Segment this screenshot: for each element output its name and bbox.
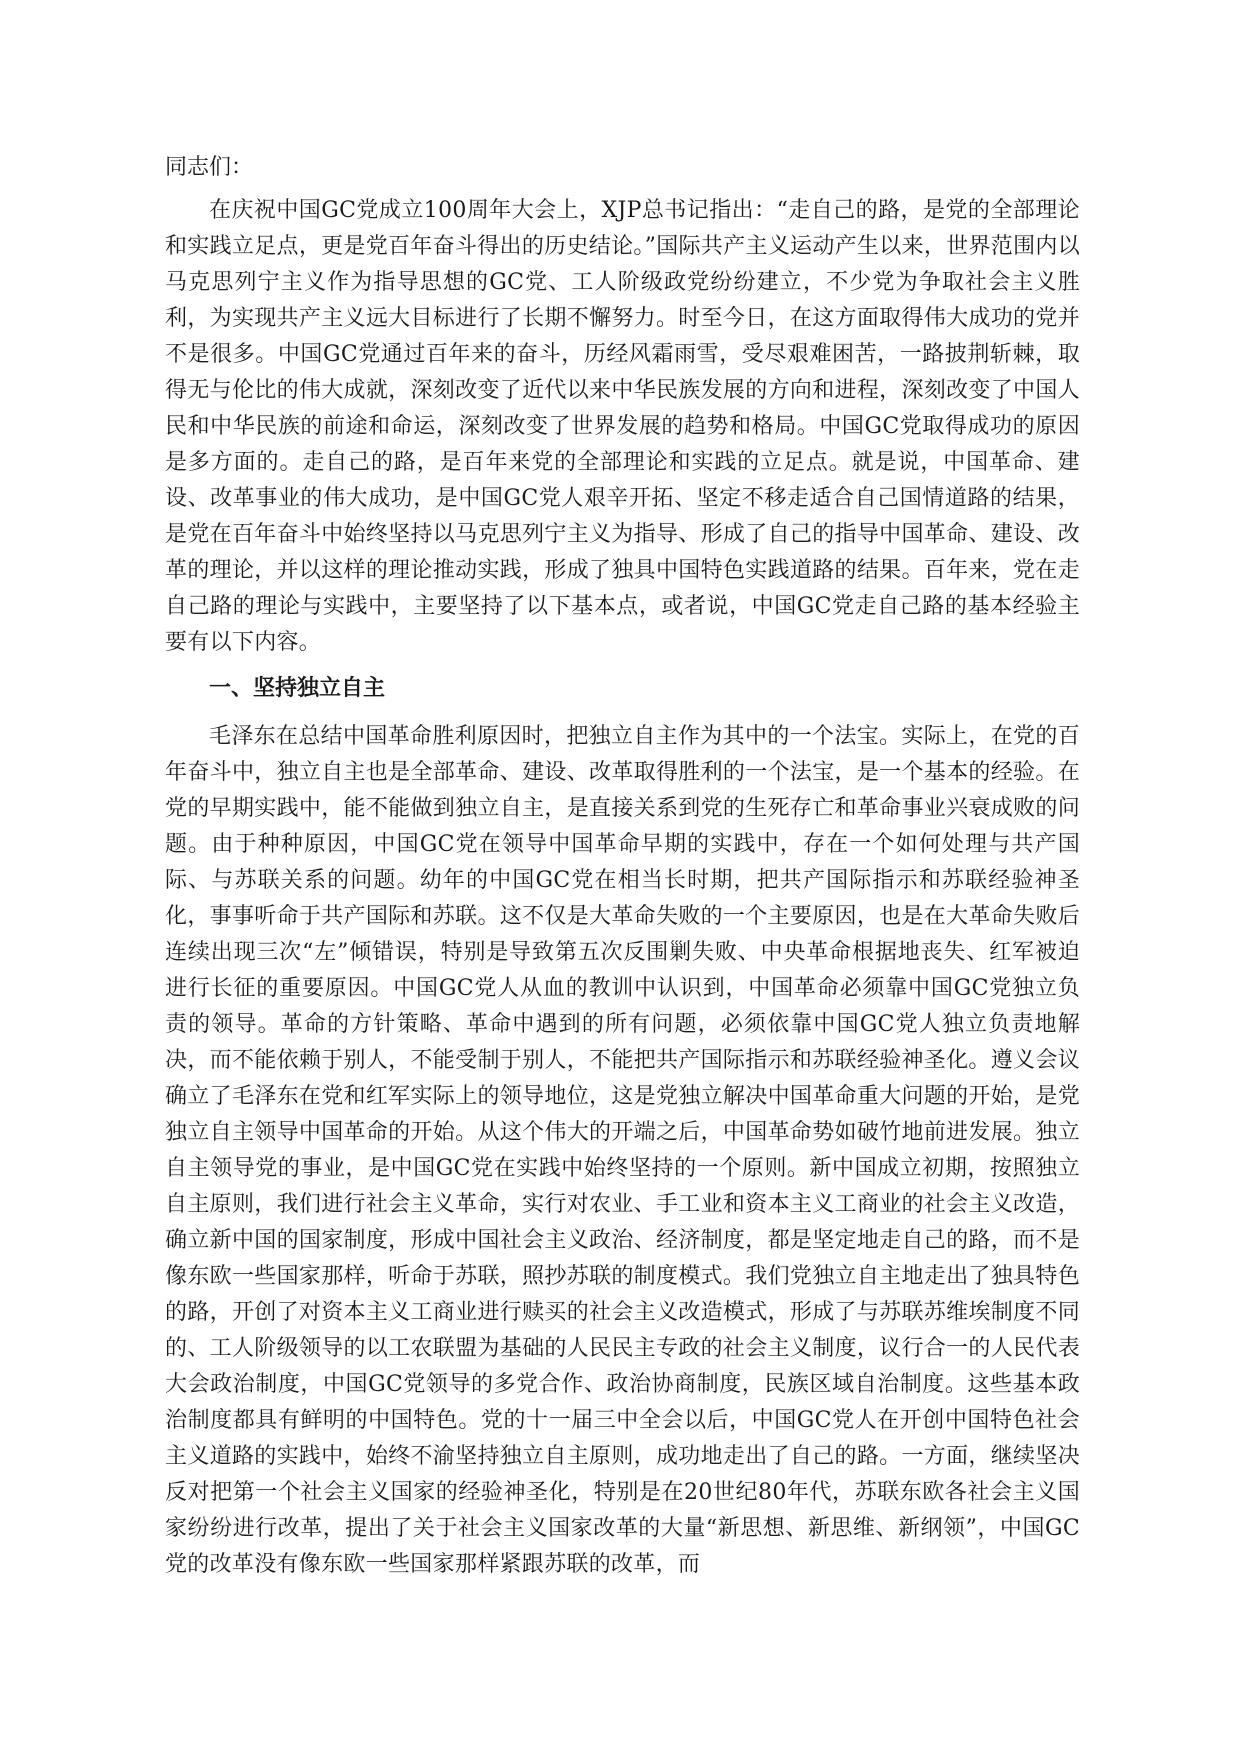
section-heading-independence: 一、坚持独立自主 xyxy=(209,676,386,701)
paragraph-intro: 在庆祝中国GC党成立100周年大会上，XJP总书记指出：“走自己的路，是党的全部理论和实践立足点，更是党百年奋斗得出的历史结论。”国际共产主义运动产生以来，世界范围内以马克思列宁主义作为指导思想的GC党、工人阶级政党纷纷建立，不少党为争取社会主义胜利，为实现共产主义远大目标进行了长期不懈努力。时至今日，在这方面取得伟大成功的党并不是很多。中国GC党通过百年来的奋斗，历经风霜雨雪，受尽艰难困苦，一路披荆斩棘，取得无与伦比的伟大成就，深刻改变了近代以来中华民族发展的方向和进程，深刻改变了中国人民和中华民族的前途和命运，深刻改变了世界发展的趋势和格局。中国GC党取得成功的原因是多方面的。走自己的路，是百年来党的全部理论和实践的立足点。就是说，中国革命、建设、改革事业的伟大成功，是中国GC党人艰辛开拓、坚定不移走适合自己国情道路的结果，是党在百年奋斗中始终坚持以马克思列宁主义为指导、形成了自己的指导中国革命、建设、改革的理论，并以这样的理论推动实践，形成了独具中国特色实践道路的结果。百年来，党在走自己路的理论与实践中，主要坚持了以下基本点，或者说，中国GC党走自己路的基本经验主要有以下内容。 xyxy=(165,198,1080,655)
greeting: 同志们： xyxy=(165,155,254,180)
paragraph-independence: 毛泽东在总结中国革命胜利原因时，把独立自主作为其中的一个法宝。实际上，在党的百年奋斗中，独立自主也是全部革命、建设、改革取得胜利的一个法宝，是一个基本的经验。在党的早期实践中，能不能做到独立自主，是直接关系到党的生死存亡和革命事业兴衰成败的问题。由于种种原因，中国GC党在领导中国革命早期的实践中，存在一个如何处理与共产国际、与苏联关系的问题。幼年的中国GC党在相当长时期，把共产国际指示和苏联经验神圣化，事事听命于共产国际和苏联。这不仅是大革命失败的一个主要原因，也是在大革命失败后连续出现三次“左”倾错误，特别是导致第五次反围剿失败、中央革命根据地丧失、红军被迫进行长征的重要原因。中国GC党人从血的教训中认识到，中国革命必须靠中国GC党独立负责的领导。革命的方针策略、革命中遇到的所有问题，必须依靠中国GC党人独立负责地解决，而不能依赖于别人，不能受制于别人，不能把共产国际指示和苏联经验神圣化。遵义会议确立了毛泽东在党和红军实际上的领导地位，这是党独立解决中国革命重大问题的开始，是党独立自主领导中国革命的开始。从这个伟大的开端之后，中国革命势如破竹地前进发展。独立自主领导党的事业，是中国GC党在实践中始终坚持的一个原则。新中国成立初期，按照独立自主原则，我们进行社会主义革命，实行对农业、手工业和资本主义工商业的社会主义改造，确立新中国的国家制度，形成中国社会主义政治、经济制度，都是坚定地走自己的路，而不是像东欧一些国家那样，听命于苏联，照抄苏联的制度模式。我们党独立自主地走出了独具特色的路，开创了对资本主义工商业进行赎买的社会主义改造模式，形成了与苏联苏维埃制度不同的、工人阶级领导的以工农联盟为基础的人民民主专政的社会主义制度，议行合一的人民代表大会政治制度，中国GC党领导的多党合作、政治协商制度，民族区域自治制度。这些基本政治制度都具有鲜明的中国特色。党的十一届三中全会以后，中国GC党人在开创中国特色社会主义道路的实践中，始终不渝坚持独立自主原则，成功地走出了自己的路。一方面，继续坚决反对把第一个社会主义国家的经验神圣化，特别是在20世纪80年代，苏联东欧各社会主义国家纷纷进行改革，提出了关于社会主义国家改革的大量“新思想、新思维、新纲领”，中国GC党的改革没有像东欧一些国家那样紧跟苏联的改革，而 xyxy=(165,724,1080,1577)
document-page xyxy=(165,150,1080,1593)
